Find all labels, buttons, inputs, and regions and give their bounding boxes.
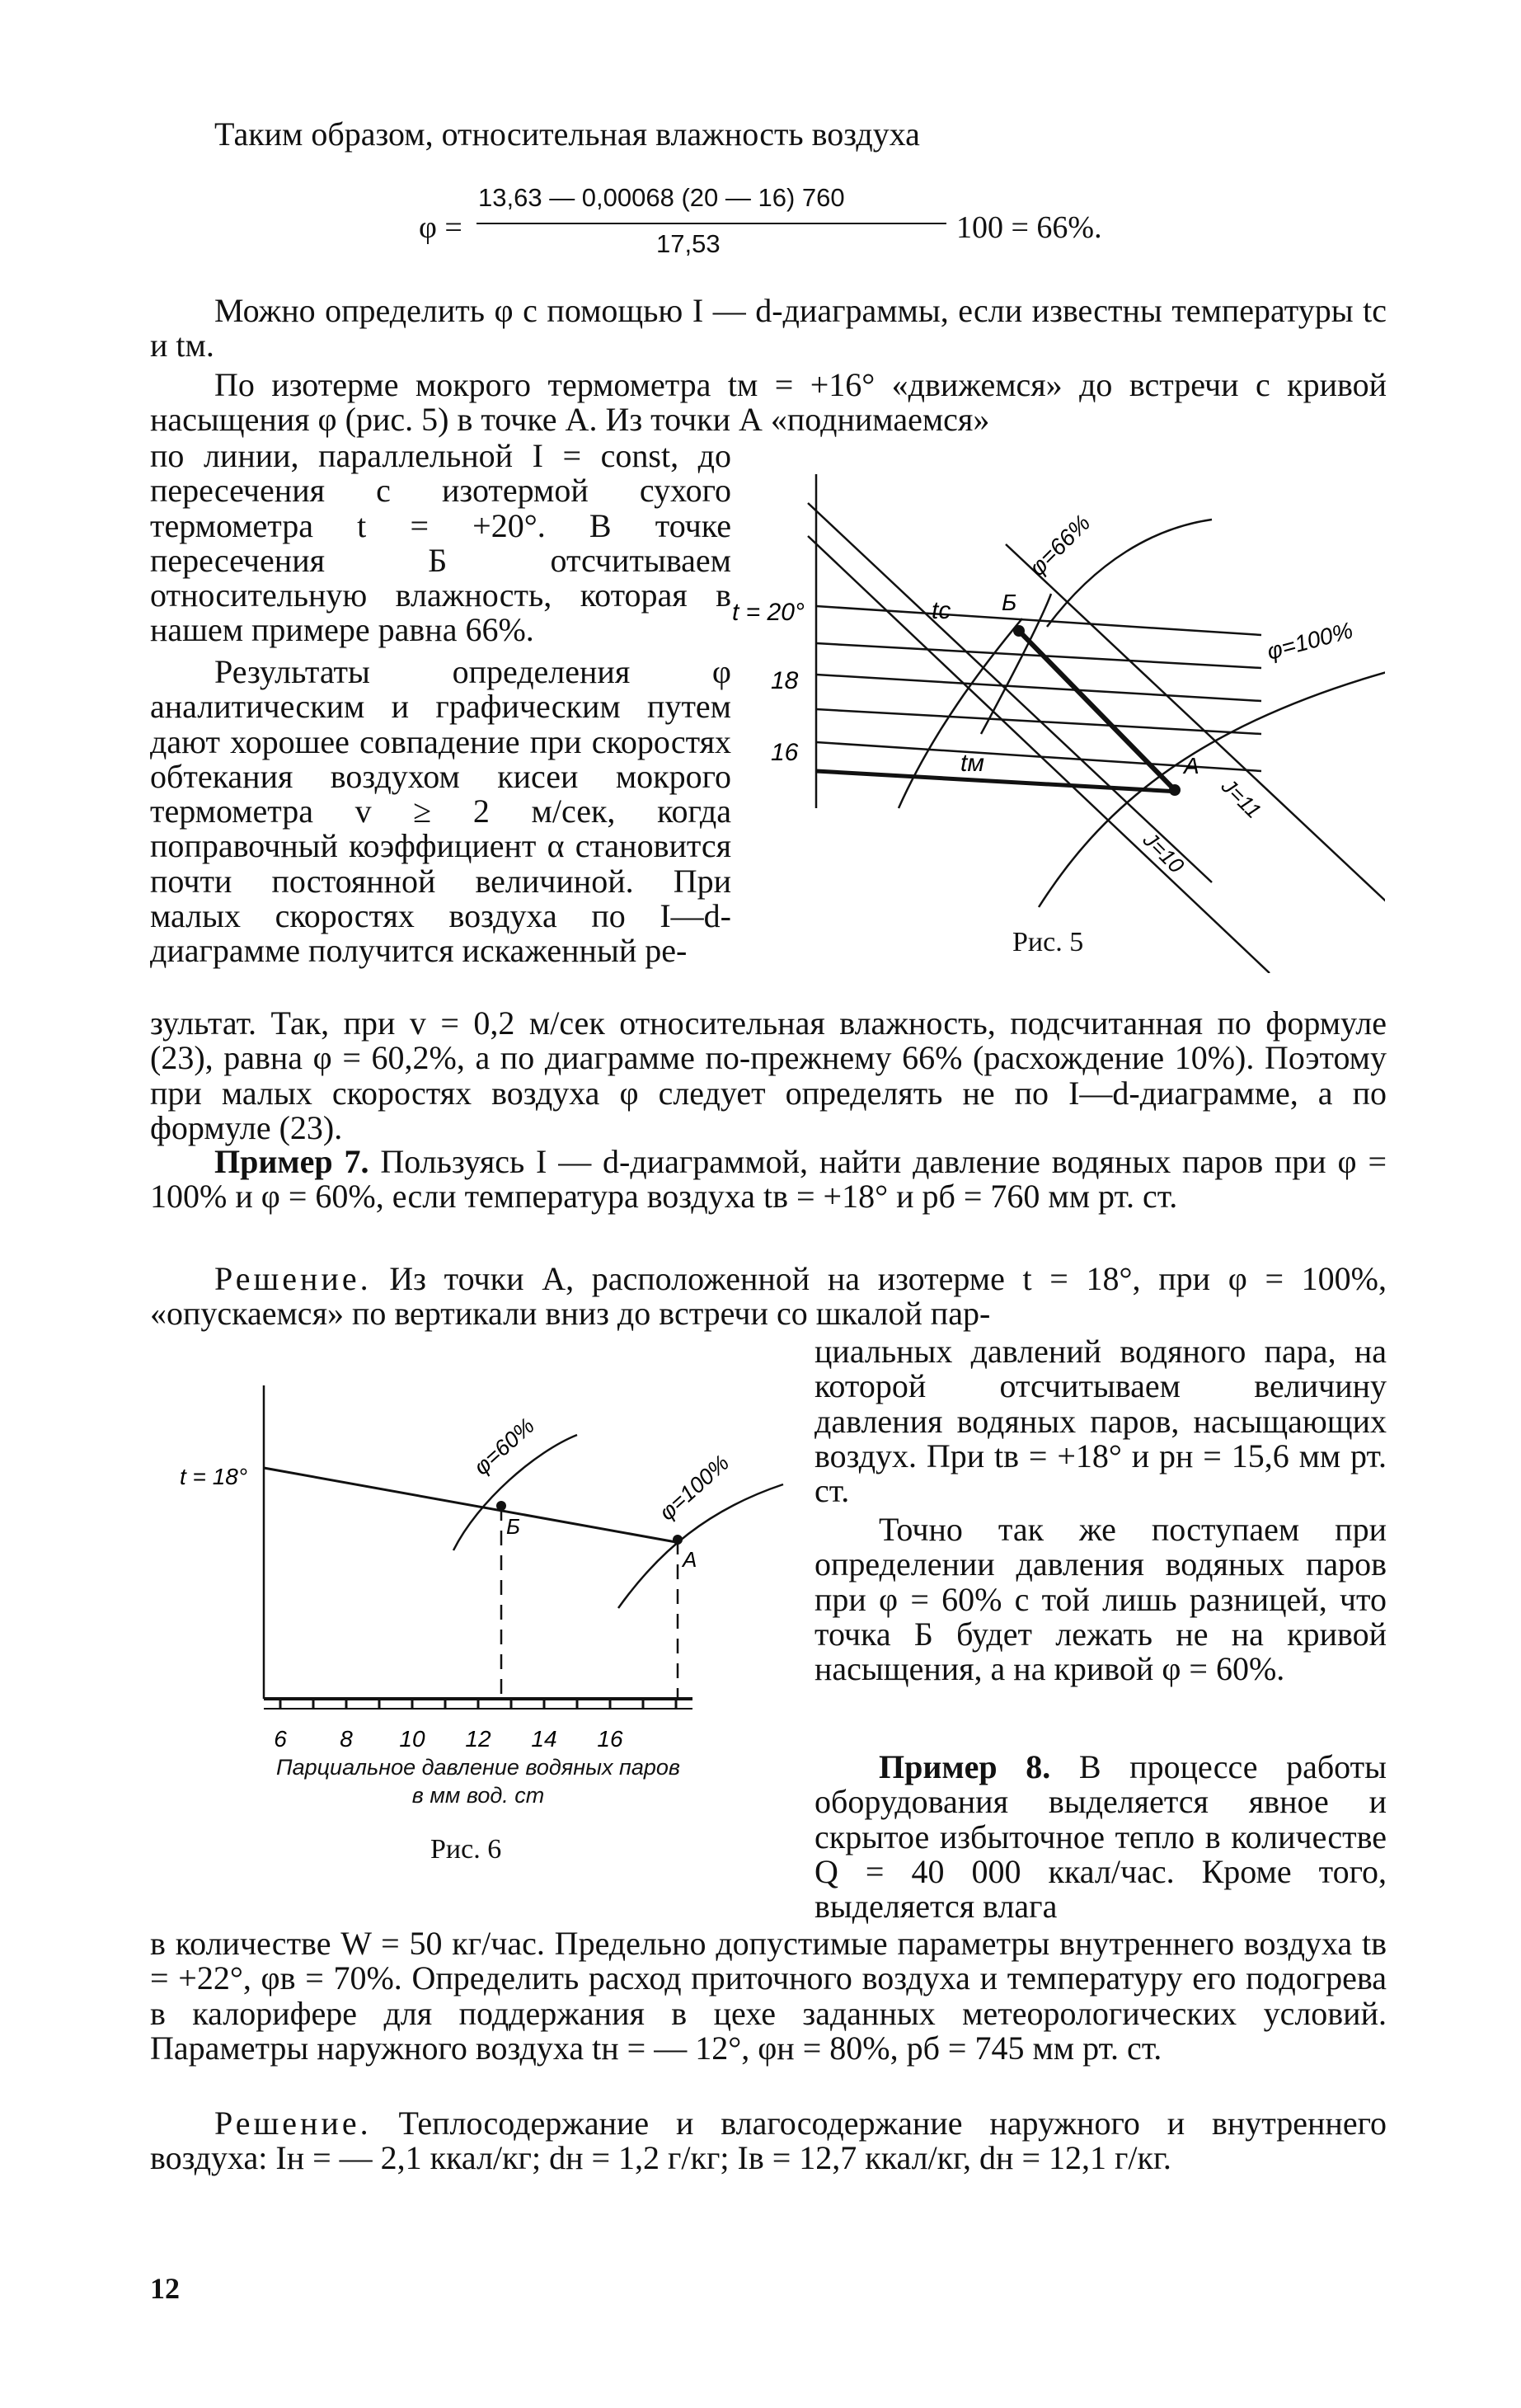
fig6-isotherm-18 [264, 1468, 676, 1542]
fig6-axis-title-line-2: в мм вод. ст [411, 1783, 545, 1808]
fig5-label-A: А [1184, 753, 1199, 778]
fig5-isotherm-16 [816, 771, 1179, 792]
example-7 [150, 1145, 1387, 1215]
example-8-label: Пример 8. [879, 1748, 1051, 1785]
solution-7-label: Решение. [214, 1260, 372, 1297]
fig6-tick-16: 16 [597, 1726, 623, 1748]
fig5-label-J10: J=10 [1138, 827, 1190, 878]
solution-8 [150, 2106, 1387, 2176]
formula-denominator: 17,53 [656, 229, 721, 258]
paragraph-1: Можно определить φ с помощью I — d-диаграммы, если известны температуры tс и tм. [150, 292, 1387, 364]
fig6-tick-12: 12 [465, 1726, 491, 1748]
fraction-bar [476, 223, 946, 224]
fig6-label-A: А [683, 1547, 697, 1572]
paragraph-2-continued: по линии, параллельной I = const, до пересечения с изотермой сухого термометра t = +20°. В точке пересечения Б отсчитываем относительную влажность, которая в нашем примере равна 66%. [150, 437, 731, 649]
paragraph-3-side: Результаты определения φ аналитическим и графическим путем дают хорошее совпадение при скоростях обтекания воздухом кисеи мокрого термометра v ≥ 2 м/сек, когда поправочный коэффициент α становится почти постоянной величиной. При малых скоростях воздуха по I—d-диаграмме получится искаженный ре- [150, 653, 731, 970]
formula-rhs: 100 = 66%. [956, 210, 1102, 245]
example-8-side [814, 1750, 1387, 1924]
example-7-label: Пример 7. [214, 1143, 369, 1180]
fig5-label-18: 18 [771, 667, 799, 694]
fig5-line-B-A [1019, 631, 1175, 790]
figure-6 [173, 1369, 800, 1748]
fig6-caption: Рис. 6 [430, 1834, 502, 1865]
fig6-label-t18: t = 18° [180, 1464, 248, 1489]
fig6-axis-title [214, 1753, 742, 1809]
fig5-label-tm: tм [960, 750, 984, 777]
fig5-point-B [1013, 625, 1025, 637]
example-8-side-text: В процессе работы оборудования выделяется явное и скрытое избыточное тепло в количестве Q = 40 000 ккал/час. Кроме того, выделяется влага [814, 1748, 1387, 1926]
fig6-tick-6: 6 [274, 1726, 287, 1748]
fig6-tick-8: 8 [340, 1726, 353, 1748]
fig5-label-tc: tс [932, 597, 951, 624]
formula-lhs: φ = [419, 210, 462, 245]
fig6-tick-10: 10 [399, 1726, 425, 1748]
fig5-isotherm-a [816, 643, 1261, 668]
solution-7 [150, 1262, 1387, 1332]
fig5-line-j10 [808, 503, 1212, 882]
example-8-full: в количестве W = 50 кг/час. Предельно допустимые параметры внутреннего воздуха tв = +22°, φв = 70%. Определить расход приточного воздуха и температуру его подогрева в калорифере для поддержания в цехе заданных метеорологических условий. Параметры наружного воздуха tн = — 12°, φн = 80%, pб = 745 мм рт. ст. [150, 1925, 1387, 2067]
fig6-point-B [496, 1501, 506, 1511]
formula-numerator: 13,63 — 0,00068 (20 — 16) 760 [478, 183, 845, 212]
fig5-label-phi66: φ=66% [1024, 510, 1096, 581]
solution-7-text: Из точки А, расположенной на изотерме t = 18°, при φ = 100%, «опускаемся» по вертикали вниз до встречи со шкалой пар- [150, 1260, 1387, 1333]
fig5-label-J11: J=11 [1216, 774, 1266, 824]
figure-5 [725, 462, 1385, 973]
fig5-label-t20: t = 20° [732, 599, 805, 626]
fig5-point-A [1169, 784, 1181, 796]
fig6-point-A [673, 1535, 683, 1545]
fig6-label-phi100: φ=100% [654, 1450, 735, 1526]
paragraph-3-full: зультат. Так, при v = 0,2 м/сек относительная влажность, подсчитанная по формуле (23), равна φ = 60,2%, а по диаграмме по-прежнему 66% (расхождение 10%). Поэтому при малых скоростях воздуха φ следует определять не по I—d-диаграмме, а по формуле (23). [150, 1004, 1387, 1146]
fig5-isotherm-18 [816, 675, 1261, 701]
solution-7-side: циальных давлений водяного пара, на которой отсчитываем величину давления водяных паров, насыщающих воздух. При tв = +18° и pн = 15,6 мм рт. ст. [814, 1333, 1387, 1510]
paragraph-2: По изотерме мокрого термометра tм = +16° «движемся» до встречи с кривой насыщения φ (рис. 5) в точке А. Из точки А «поднимаемся» [150, 366, 1387, 439]
fig5-label-B: Б [1002, 590, 1017, 615]
example-7-text: Пользуясь I — d-диаграммой, найти давление водяных паров при φ = 100% и φ = 60%, если температура воздуха tв = +18° и pб = 760 мм рт. ст. [150, 1143, 1387, 1216]
fig5-label-16: 16 [771, 739, 799, 766]
intro-text: Таким образом, относительная влажность воздуха [214, 115, 920, 153]
solution-8-label: Решение. [214, 2105, 372, 2142]
solution-8-text: Теплосодержание и влагосодержание наружного и внутреннего воздуха: Iн = — 2,1 ккал/кг; dн = 1,2 г/кг; Iв = 12,7 ккал/кг, dн = 12,1 г/кг. [150, 2105, 1387, 2177]
fig6-curve-phi100 [618, 1484, 783, 1608]
page-number: 12 [150, 2272, 180, 2305]
fig6-label-B: Б [506, 1514, 520, 1539]
fig6-label-phi60: φ=60% [468, 1413, 539, 1480]
paragraph-same: Точно так же поступаем при определении давления водяных паров при φ = 60% с той лишь разницей, что точка Б будет лежать не на кривой насыщения, а на кривой φ = 60%. [814, 1511, 1387, 1688]
fig5-caption: Рис. 5 [1012, 927, 1084, 957]
fig6-tick-14: 14 [531, 1726, 557, 1748]
fig5-label-phi100: φ=100% [1264, 617, 1356, 665]
fig6-axis-title-line-1: Парциальное давление водяных паров [276, 1755, 680, 1780]
fig5-line-j10b [808, 536, 1270, 973]
